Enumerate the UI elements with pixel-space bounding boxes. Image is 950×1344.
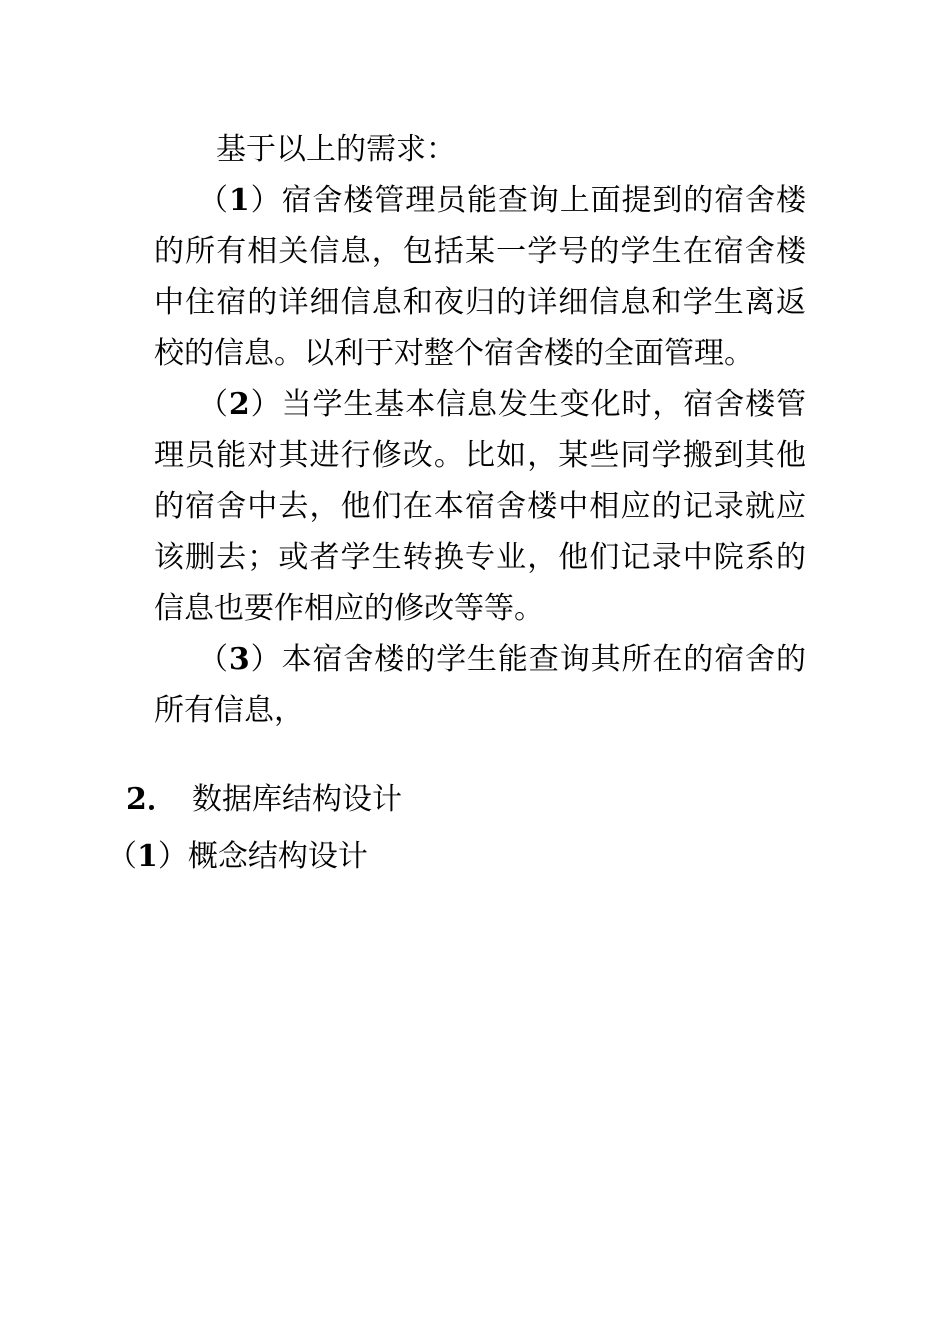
- intro-line: 基于以上的需求：: [216, 132, 456, 167]
- subsection-heading: [107, 831, 368, 882]
- requirement-1-open: （: [198, 183, 229, 218]
- requirement-3-number: 3: [228, 642, 250, 677]
- requirement-3-text: 本宿舍楼的学生能查询其所在的宿舍的所有信息，: [154, 642, 807, 728]
- requirement-2-close: ）: [249, 387, 282, 422]
- requirement-1-text: 宿舍楼管理员能查询上面提到的宿舍楼的所有相关信息，包括某一学号的学生在宿舍楼中住宿的详细信息和夜归的详细信息和学生离返校的信息。以利于对整个宿舍楼的全面管理。: [154, 183, 807, 371]
- requirement-1-close: ）: [249, 183, 282, 218]
- subsection-close: ）: [157, 839, 188, 874]
- requirement-2-number: 2: [228, 387, 250, 422]
- requirement-1-number: 1: [228, 183, 250, 218]
- requirement-2-open: （: [198, 387, 229, 422]
- section-title: 数据库结构设计: [192, 782, 402, 817]
- section-heading: [126, 774, 402, 825]
- requirement-2: [154, 379, 806, 634]
- body-text: [154, 124, 806, 736]
- requirement-3: [154, 634, 806, 736]
- subsection-number: 1: [137, 839, 158, 874]
- subsection-open: （: [107, 839, 137, 874]
- section-number: 2．: [126, 782, 177, 817]
- requirement-3-open: （: [198, 642, 229, 677]
- requirement-1: [154, 175, 806, 379]
- subsection-title: 概念结构设计: [187, 839, 368, 874]
- requirement-2-text: 当学生基本信息发生变化时，宿舍楼管理员能对其进行修改。比如，某些同学搬到其他的宿舍中去，他们在本宿舍楼中相应的记录就应该删去；或者学生转换专业，他们记录中院系的信息也要作相应的修改等等。: [154, 387, 807, 626]
- requirement-3-close: ）: [249, 642, 282, 677]
